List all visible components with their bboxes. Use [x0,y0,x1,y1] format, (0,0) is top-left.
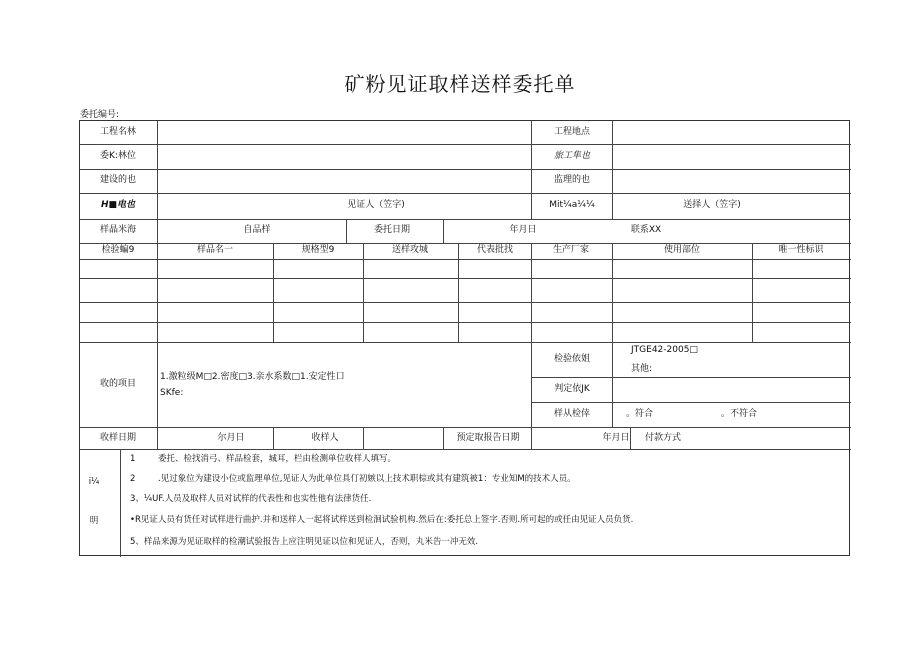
note-1: 委托、检找消弓、样品检套，城耳，栏由检测单位收样人填写。 [158,454,397,464]
report-date-label: 预定取报告日期 [456,433,520,443]
test-basis-value: JTGE42-2005□ [631,345,698,355]
note-4: •R见证人员有货任对试样进行曲护.并和送样人一起将试样送到检洄试验机构.然后在:委托总上签字.否则.所可起的或任由见证人员负货. [130,515,634,525]
header-test-no: 检验蝙9 [101,245,135,255]
payment-method-label: 付款方式 [644,433,682,443]
entrust-date-label: 委托日期 [373,225,411,235]
header-spec: 规格型9 [301,245,335,255]
header-usage: 使用部位 [663,245,701,255]
judgement-basis-label: 判定依JK [554,384,590,394]
sample-name-label: 样晶米海 [99,225,137,235]
construction-unit-label: 旅工隼也 [553,151,591,161]
receiver-label: 收样人 [311,433,339,443]
client-unit-label: 委K:林位 [100,151,136,161]
inspection-items-label: 收的项目 [99,379,137,389]
notes-side-top: i¼ [88,477,100,487]
receive-date-label: 收样日期 [99,433,137,443]
note-5: 5、样品来源为见证取样的检潮试验报告上应注明见证以位和见证人，否则，丸米告一冲无效. [130,537,479,547]
self-product-label: 自品样 [243,225,271,235]
witness-sign-label: 见证人（笠字) [347,200,405,210]
contact-label: 联系XX [630,225,662,235]
result-label: 样从检倖 [553,409,591,419]
sender-unit-label: Mit¼a¼¼ [549,200,595,210]
test-basis-label: 检验依姐 [553,354,591,364]
entrust-number-label: 委托编号: [80,110,120,120]
entrust-form [79,120,850,556]
witness-unit-label: H■电也 [100,200,136,210]
entrust-date-value: 年月日 [509,225,537,235]
project-location-label: 工程地点 [553,127,591,137]
inspection-other-text: SKfe: [160,388,184,398]
header-manufacturer: 生产厂家 [552,245,590,255]
receive-date-value: 尔月日 [217,433,245,443]
notes-side-bottom: 明 [89,516,99,526]
sender-sign-label: 送择人（笠字) [683,200,741,210]
fail-option: 。不符合 [721,409,758,419]
report-date-value: 年月日 [602,433,630,443]
note-3: 3、¼UF.人员及取样人员对试样的代表性和也实性他有法律货任. [130,494,372,504]
header-unique-id: 唯一性标识 [778,245,824,255]
header-quantity: 送样攻城 [391,245,429,255]
project-name-label: 工程名林 [99,127,137,137]
note-2: .见过象位为建设小位或监理单位,见证人为此单位具仃初嫉以上技术职棕或其有建筑被1：专业知M的技术人员。 [158,474,576,484]
test-basis-other: 其他: [631,364,653,374]
header-batch: 代表批找 [476,245,514,255]
header-sample-name: 样品名一 [196,245,234,255]
pass-option: 。符合 [626,409,654,419]
note-2-number: 2 [130,474,136,484]
builder-unit-label: 建设的也 [99,175,137,185]
note-1-number: 1 [130,454,136,464]
supervision-unit-label: 监理的也 [553,175,591,185]
page-title: 矿粉见证取样送样委托单 [344,72,576,96]
inspection-items-text: 1.激粒级M□2.密度□3.亲水系数□1.安定性口 [160,372,345,382]
